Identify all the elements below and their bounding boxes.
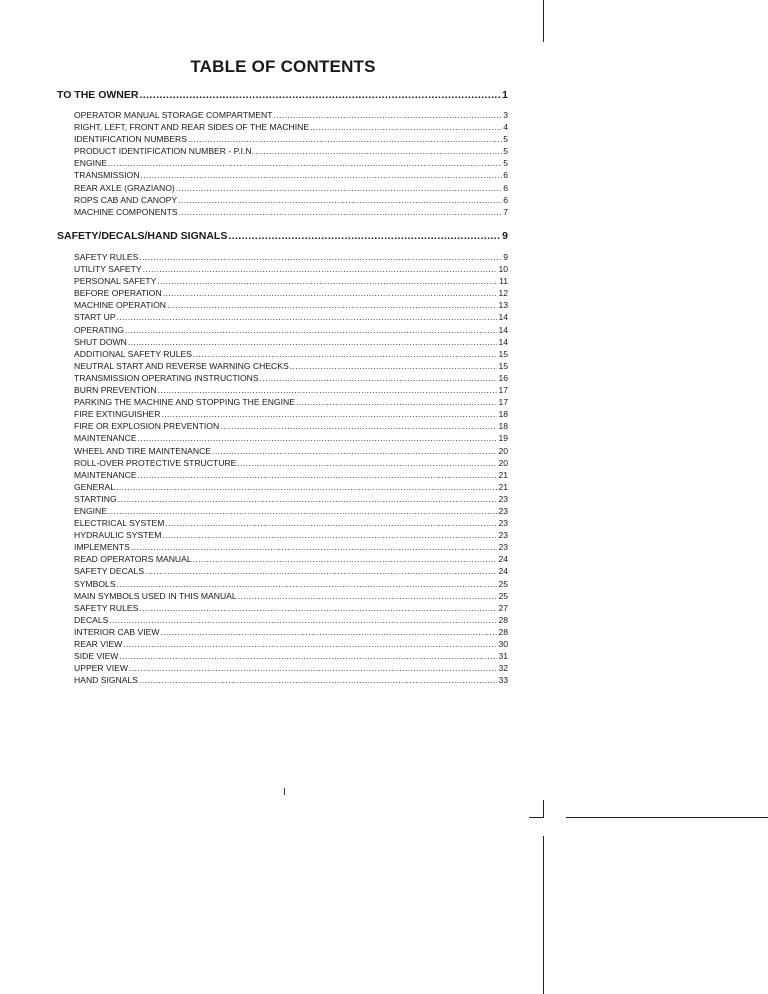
- leader-dots: [228, 229, 501, 243]
- toc-entry-label: FIRE EXTINGUISHER: [74, 409, 161, 420]
- toc-entry-label: MAIN SYMBOLS USED IN THIS MANUAL: [74, 590, 237, 601]
- toc-section-owner: [57, 88, 508, 218]
- toc-entry[interactable]: [74, 469, 508, 481]
- toc-entry-label: SHUT DOWN: [74, 336, 127, 347]
- leader-dots: [117, 311, 498, 323]
- toc-section-safety: [57, 229, 508, 686]
- leader-dots: [123, 638, 497, 650]
- leader-dots: [310, 121, 502, 133]
- toc-entry-label: DECALS: [74, 614, 109, 625]
- toc-entry-page: 20: [498, 445, 508, 456]
- toc-entry[interactable]: [74, 287, 508, 299]
- toc-entry[interactable]: [74, 432, 508, 444]
- toc-entry-page: 20: [498, 457, 508, 468]
- toc-entry-page: 21: [498, 481, 508, 492]
- toc-entry[interactable]: [74, 275, 508, 287]
- toc-entry-label: SAFETY RULES: [74, 602, 139, 613]
- crop-mark-long-horizontal: [566, 817, 768, 818]
- toc-entry-label: MAINTENANCE: [74, 433, 137, 444]
- toc-entry[interactable]: [74, 109, 508, 121]
- toc-entry-page: 25: [498, 578, 508, 589]
- toc-entry[interactable]: [74, 578, 508, 590]
- toc-entry-page: 23: [498, 493, 508, 504]
- toc-entry-page: 31: [498, 651, 508, 662]
- toc-entry-page: 9: [503, 252, 508, 262]
- toc-entry-label: PRODUCT IDENTIFICATION NUMBER - P.I.N.: [74, 146, 255, 157]
- toc-entry[interactable]: [74, 517, 508, 529]
- toc-entry-page: 5: [503, 134, 508, 145]
- toc-entry-label: ADDITIONAL SAFETY RULES: [74, 348, 192, 359]
- leader-dots: [139, 88, 501, 102]
- toc-entry[interactable]: [74, 299, 508, 311]
- toc-entry[interactable]: [74, 674, 508, 686]
- toc-entry-label: REAR AXLE (GRAZIANO): [74, 182, 175, 193]
- toc-heading[interactable]: [57, 88, 508, 102]
- toc-entry-label: SYMBOLS: [74, 578, 116, 589]
- toc-entry-label: PERSONAL SAFETY: [74, 276, 157, 287]
- toc-entry-page: 7: [503, 206, 508, 217]
- toc-entry-page: 5: [503, 158, 508, 169]
- toc-entry-page: 15: [498, 360, 508, 371]
- toc-entry[interactable]: [74, 336, 508, 348]
- toc-entry-label: STARTING: [74, 493, 117, 504]
- toc-entry[interactable]: [74, 481, 508, 493]
- leader-dots: [162, 529, 497, 541]
- leader-dots: [176, 182, 502, 194]
- leader-dots: [140, 169, 502, 181]
- toc-entry-label: UPPER VIEW: [74, 663, 128, 674]
- toc-entry[interactable]: [74, 408, 508, 420]
- leader-dots: [296, 396, 498, 408]
- toc-entry[interactable]: [74, 650, 508, 662]
- toc-entry-label: TRANSMISSION: [74, 170, 140, 181]
- leader-dots: [179, 206, 503, 218]
- toc-entry-page: 6: [503, 182, 508, 193]
- leader-dots: [119, 650, 497, 662]
- toc-entry-page: 14: [498, 336, 508, 347]
- toc-entry-label: TRANSMISSION OPERATING INSTRUCTIONS: [74, 372, 259, 383]
- toc-entries: [74, 109, 508, 218]
- toc-entry[interactable]: [74, 182, 508, 194]
- toc-entry-page: 5: [503, 146, 508, 157]
- toc-entry[interactable]: [74, 493, 508, 505]
- toc-entry[interactable]: [74, 145, 508, 157]
- toc-entry-label: IMPLEMENTS: [74, 542, 130, 553]
- toc-heading-label: TO THE OWNER: [57, 89, 139, 101]
- toc-entry-page: 23: [498, 505, 508, 516]
- toc-entries: [74, 251, 508, 686]
- toc-entry[interactable]: [74, 626, 508, 638]
- leader-dots: [260, 372, 498, 384]
- toc-entry-label: OPERATOR MANUAL STORAGE COMPARTMENT: [74, 110, 273, 120]
- toc-entry[interactable]: [74, 445, 508, 457]
- leader-dots: [273, 109, 502, 121]
- toc-entry-label: OPERATING: [74, 324, 124, 335]
- toc-entry-page: 3: [503, 110, 508, 120]
- toc-entry-page: 25: [498, 590, 508, 601]
- toc-entry-label: WHEEL AND TIRE MAINTENANCE: [74, 445, 212, 456]
- toc-entry-label: START UP: [74, 312, 116, 323]
- leader-dots: [117, 578, 498, 590]
- toc-entry-label: IDENTIFICATION NUMBERS: [74, 134, 187, 145]
- page-number: I: [283, 787, 286, 798]
- toc-entry-label: RIGHT, LEFT, FRONT AND REAR SIDES OF THE MACHINE: [74, 122, 310, 133]
- toc-entry-label: BURN PREVENTION: [74, 385, 157, 396]
- toc-entry[interactable]: [74, 396, 508, 408]
- toc-entry-label: UTILITY SAFETY: [74, 264, 142, 275]
- toc-entry-page: 14: [498, 312, 508, 323]
- toc-heading-label: SAFETY/DECALS/HAND SIGNALS: [57, 230, 228, 242]
- toc-entry-label: SAFETY DECALS: [74, 566, 145, 577]
- toc-entry-page: 21: [498, 469, 508, 480]
- toc-entry-label: SIDE VIEW: [74, 651, 119, 662]
- leader-dots: [131, 541, 498, 553]
- toc-entry-page: 11: [499, 276, 508, 287]
- toc-entry[interactable]: [74, 324, 508, 336]
- leader-dots: [212, 445, 497, 457]
- toc-entry-page: 23: [498, 530, 508, 541]
- toc-entry[interactable]: [74, 360, 508, 372]
- crop-mark-top: [543, 0, 544, 42]
- toc-entry-page: 12: [498, 288, 508, 299]
- toc-entry[interactable]: [74, 194, 508, 206]
- toc-entry[interactable]: [74, 553, 508, 565]
- toc-entry-page: 24: [498, 554, 508, 565]
- leader-dots: [157, 275, 498, 287]
- toc-entry-label: HAND SIGNALS: [74, 675, 138, 686]
- toc-entry-page: 6: [503, 194, 508, 205]
- toc-entry[interactable]: [74, 157, 508, 169]
- toc-entry-label: GENERAL: [74, 481, 116, 492]
- toc-entry-label: REAR VIEW: [74, 639, 123, 649]
- crop-mark-short-horizontal: [529, 817, 544, 818]
- leader-dots: [109, 614, 497, 626]
- toc-entry[interactable]: [74, 529, 508, 541]
- toc-entry-page: 24: [498, 566, 508, 577]
- toc-entry[interactable]: [74, 384, 508, 396]
- toc-entry-page: 18: [498, 421, 508, 432]
- leader-dots: [125, 324, 497, 336]
- toc-entry-page: 32: [498, 663, 508, 674]
- toc-entry[interactable]: [74, 263, 508, 275]
- leader-dots: [139, 602, 497, 614]
- toc-entry-label: ROLL-OVER PROTECTIVE STRUCTURE: [74, 457, 237, 468]
- leader-dots: [290, 360, 498, 372]
- toc-entry-page: 4: [503, 122, 508, 133]
- toc-entry-label: FIRE OR EXPLOSION PREVENTION: [74, 421, 220, 432]
- toc-entry-label: ENGINE: [74, 158, 107, 169]
- leader-dots: [237, 457, 497, 469]
- toc-entry[interactable]: [74, 602, 508, 614]
- leader-dots: [116, 481, 497, 493]
- leader-dots: [118, 493, 498, 505]
- toc-entry[interactable]: [74, 638, 508, 650]
- leader-dots: [220, 420, 497, 432]
- leader-dots: [165, 517, 497, 529]
- leader-dots: [108, 505, 497, 517]
- toc-entry-page: 23: [498, 518, 508, 529]
- toc-entry-label: READ OPERATORS MANUAL: [74, 554, 192, 565]
- leader-dots: [139, 251, 502, 263]
- toc-entry-label: NEUTRAL START AND REVERSE WARNING CHECKS: [74, 360, 289, 371]
- toc-entry[interactable]: [74, 457, 508, 469]
- toc-entry[interactable]: [74, 206, 508, 218]
- page-title: TABLE OF CONTENTS: [190, 57, 376, 76]
- toc-entry[interactable]: [74, 133, 508, 145]
- toc-entry[interactable]: [74, 348, 508, 360]
- toc-entry-page: 13: [498, 300, 508, 311]
- toc-entry[interactable]: [74, 121, 508, 133]
- toc-heading-page: 1: [502, 89, 508, 101]
- toc-entry[interactable]: [74, 614, 508, 626]
- toc-heading-page: 9: [502, 230, 508, 242]
- leader-dots: [163, 287, 498, 299]
- toc-entry-page: 14: [498, 324, 508, 335]
- toc-entry-label: HYDRAULIC SYSTEM: [74, 530, 162, 541]
- toc-entry[interactable]: [74, 372, 508, 384]
- crop-mark-mid-vertical: [543, 800, 544, 818]
- toc-entry-page: 17: [498, 385, 508, 396]
- toc-entry-page: 27: [498, 602, 508, 613]
- toc-entry-page: 28: [498, 626, 508, 637]
- toc-entry-page: 15: [498, 348, 508, 359]
- leader-dots: [138, 469, 498, 481]
- leader-dots: [255, 145, 502, 157]
- leader-dots: [139, 674, 497, 686]
- toc-entry-label: PARKING THE MACHINE AND STOPPING THE ENGINE: [74, 397, 295, 408]
- leader-dots: [161, 408, 497, 420]
- toc-entry[interactable]: [74, 565, 508, 577]
- leader-dots: [193, 348, 497, 360]
- leader-dots: [138, 432, 498, 444]
- toc-entry-page: 16: [498, 372, 508, 383]
- leader-dots: [238, 590, 498, 602]
- toc-entry-label: BEFORE OPERATION: [74, 288, 162, 299]
- toc-entry-page: 23: [498, 542, 508, 553]
- toc-entry-label: ROPS CAB AND CANOPY: [74, 194, 178, 205]
- toc-entry[interactable]: [74, 662, 508, 674]
- leader-dots: [108, 157, 502, 169]
- toc-heading[interactable]: [57, 229, 508, 243]
- toc-entry-label: ELECTRICAL SYSTEM: [74, 518, 165, 529]
- leader-dots: [193, 553, 498, 565]
- leader-dots: [129, 662, 497, 674]
- toc-entry[interactable]: [74, 541, 508, 553]
- toc-entry-page: 28: [498, 614, 508, 625]
- toc-entry[interactable]: [74, 169, 508, 181]
- crop-mark-bottom: [543, 836, 544, 994]
- leader-dots: [160, 626, 497, 638]
- toc-entry-page: 33: [498, 675, 508, 686]
- leader-dots: [178, 194, 502, 206]
- toc-entry-label: INTERIOR CAB VIEW: [74, 626, 160, 637]
- toc-entry-page: 19: [498, 433, 508, 444]
- toc-entry-page: 10: [498, 264, 508, 275]
- toc-entry[interactable]: [74, 251, 508, 263]
- toc-entry-page: 18: [498, 409, 508, 420]
- toc-entry-page: 30: [498, 639, 508, 649]
- leader-dots: [158, 384, 498, 396]
- toc-entry[interactable]: [74, 590, 508, 602]
- leader-dots: [167, 299, 497, 311]
- toc-entry[interactable]: [74, 311, 508, 323]
- toc-entry[interactable]: [74, 505, 508, 517]
- toc-entry-label: MACHINE OPERATION: [74, 300, 166, 311]
- leader-dots: [188, 133, 502, 145]
- toc-entry-label: MACHINE COMPONENTS: [74, 206, 178, 217]
- toc-entry-page: 6: [503, 170, 508, 181]
- leader-dots: [145, 565, 497, 577]
- leader-dots: [128, 336, 498, 348]
- toc-entry-label: SAFETY RULES: [74, 252, 139, 262]
- toc-entry[interactable]: [74, 420, 508, 432]
- toc-entry-label: MAINTENANCE: [74, 469, 137, 480]
- toc-entry-page: 17: [498, 397, 508, 408]
- leader-dots: [143, 263, 498, 275]
- toc-entry-label: ENGINE: [74, 505, 107, 516]
